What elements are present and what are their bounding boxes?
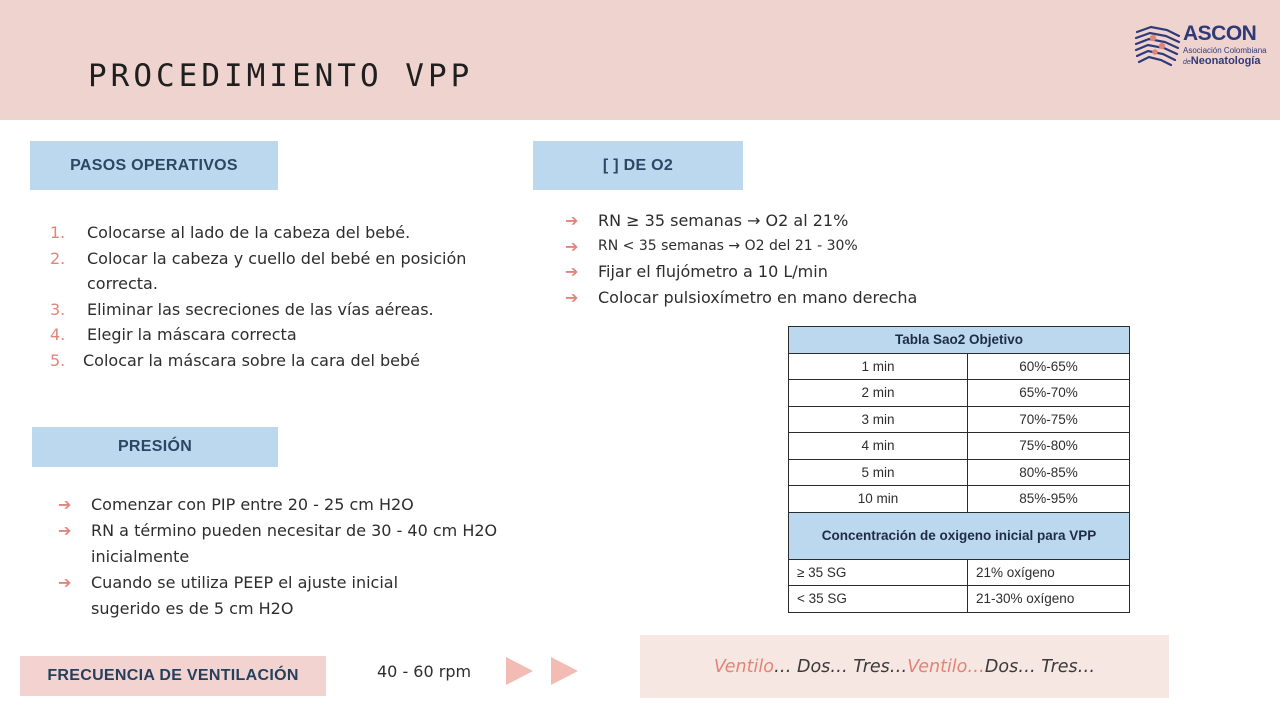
list-text: RN a término pueden necesitar de 30 - 40 cm H2O inicialmente <box>91 521 498 566</box>
pasos-list <box>50 220 490 373</box>
play-icon <box>504 656 534 686</box>
list-number: 2. <box>50 248 66 268</box>
presion-list <box>58 492 528 622</box>
table-row <box>789 353 1130 380</box>
list-text: Eliminar las secreciones de las vías aéreas. <box>87 299 434 319</box>
list-item <box>58 570 458 622</box>
table-row <box>789 559 1130 586</box>
arrow-right-icon: ➔ <box>58 521 72 540</box>
table-row <box>789 433 1130 460</box>
table-cell: 4 min <box>789 433 968 460</box>
logo-line2-prefix: de <box>1183 59 1191 66</box>
arrow-right-icon: ➔ <box>565 287 579 307</box>
arrow-right-icon: ➔ <box>565 262 579 281</box>
count-text: … Dos… Tres… <box>773 656 908 677</box>
list-text: Elegir la máscara correcta <box>87 325 297 344</box>
table-cell: 80%-85% <box>968 459 1130 486</box>
list-item <box>565 259 917 285</box>
table-row <box>789 459 1130 486</box>
list-item <box>58 518 518 570</box>
table-row <box>789 486 1130 513</box>
presion-label: PRESIÓN <box>32 427 278 467</box>
list-item <box>565 208 917 234</box>
table-cell: < 35 SG <box>789 586 968 613</box>
page-title: PROCEDIMIENTO VPP <box>88 58 474 94</box>
table-cell: 75%-80% <box>968 433 1130 460</box>
list-text: Colocar pulsioxímetro en mano derecha <box>598 287 918 307</box>
list-item <box>50 297 490 323</box>
list-text: Colocarse al lado de la cabeza del bebé. <box>87 223 411 242</box>
ventilo-text: Ventilo <box>713 656 774 677</box>
arrow-right-icon: ➔ <box>565 211 579 230</box>
table-header-row <box>789 512 1130 559</box>
list-text: Fijar el flujómetro a 10 L/min <box>598 262 828 281</box>
list-number: 1. <box>50 223 66 242</box>
list-item <box>58 492 528 518</box>
table-row <box>789 380 1130 407</box>
ascon-logo <box>1133 22 1267 72</box>
pasos-operativos-label: PASOS OPERATIVOS <box>30 141 278 190</box>
list-item <box>565 234 917 260</box>
table-header: Concentración de oxigeno inicial para VPP <box>789 512 1130 559</box>
table-row <box>789 586 1130 613</box>
table-header-row <box>789 327 1130 354</box>
logo-line1: Asociación Colombiana <box>1183 46 1267 55</box>
table-cell: 2 min <box>789 380 968 407</box>
list-item <box>565 285 917 311</box>
arrow-right-icon: ➔ <box>565 236 579 256</box>
play-icon <box>549 656 579 686</box>
table-cell: 21-30% oxígeno <box>968 586 1130 613</box>
count-text: Dos… Tres… <box>984 656 1096 677</box>
list-number: 4. <box>50 325 66 344</box>
o2-list <box>565 208 917 310</box>
list-text: RN ≥ 35 semanas → O2 al 21% <box>598 211 849 230</box>
frecuencia-label: FRECUENCIA DE VENTILACIÓN <box>20 656 326 696</box>
arrow-right-icon: ➔ <box>58 495 72 514</box>
list-item <box>50 348 460 374</box>
ventilo-rhythm <box>640 635 1169 698</box>
table-cell: 5 min <box>789 459 968 486</box>
list-number: 5. <box>50 350 66 370</box>
table-cell: 85%-95% <box>968 486 1130 513</box>
table-header: Tabla Sao2 Objetivo <box>789 327 1130 354</box>
logo-line2-text: Neonatología <box>1190 55 1261 67</box>
table-cell: 60%-65% <box>968 353 1130 380</box>
table-row <box>789 406 1130 433</box>
list-item <box>50 220 490 246</box>
table-cell: 65%-70% <box>968 380 1130 407</box>
ventilo-text: Ventilo… <box>907 656 985 677</box>
list-text: Comenzar con PIP entre 20 - 25 cm H2O <box>91 495 414 514</box>
list-text: Colocar la cabeza y cuello del bebé en posición correcta. <box>87 248 467 293</box>
logo-line2 <box>1183 55 1260 67</box>
table-cell: 3 min <box>789 406 968 433</box>
ascon-logo-icon <box>1133 24 1183 68</box>
list-item <box>50 322 490 348</box>
table-cell: ≥ 35 SG <box>789 559 968 586</box>
list-text: Colocar la máscara sobre la cara del bebé <box>83 350 420 370</box>
list-text: Cuando se utiliza PEEP el ajuste inicial sugerido es de 5 cm H2O <box>91 573 399 618</box>
rate-value: 40 - 60 rpm <box>377 662 472 681</box>
table-cell: 70%-75% <box>968 406 1130 433</box>
sao2-table <box>788 326 1130 613</box>
table-cell: 10 min <box>789 486 968 513</box>
o2-label: [ ] DE O2 <box>533 141 743 190</box>
list-text: RN < 35 semanas → O2 del 21 - 30% <box>598 237 858 254</box>
arrow-right-icon: ➔ <box>58 573 72 592</box>
list-number: 3. <box>50 299 66 319</box>
logo-name: ASCON <box>1183 22 1257 45</box>
list-item <box>50 246 480 297</box>
table-cell: 21% oxígeno <box>968 559 1130 586</box>
table-cell: 1 min <box>789 353 968 380</box>
